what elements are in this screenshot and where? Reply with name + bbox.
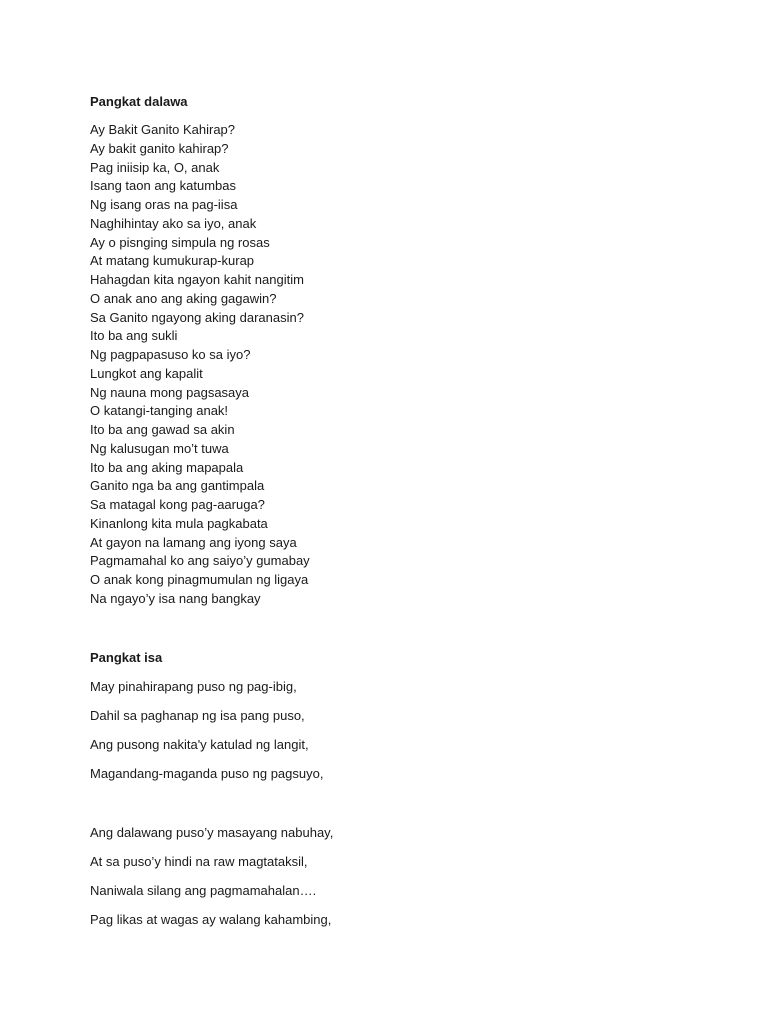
poem-line: Hahagdan kita ngayon kahit nangitim: [90, 272, 304, 287]
poem-line: Ng isang oras na pag-iisa: [90, 197, 238, 212]
poem-line: O katangi-tanging anak!: [90, 403, 229, 419]
poem-line: Sa Ganito ngayong aking daranasin?: [90, 309, 304, 325]
poem-line: At sa puso’y hindi na raw magtataksil,: [90, 854, 308, 869]
poem-line: Ng kalusugan mo’t tuwa: [90, 440, 229, 456]
poem-line: Ito ba ang aking mapapala: [90, 459, 244, 475]
poem-line: Lungkot ang kapalit: [90, 365, 203, 381]
poem-line: Pag iniisip ka, O, anak: [90, 159, 220, 175]
poem-line: Ito ba ang sukli: [90, 328, 178, 344]
poem-line: Isang taon ang katumbas: [90, 178, 236, 194]
poem-line: Ay Bakit Ganito Kahirap?: [90, 122, 236, 137]
poem-line: Ang dalawang puso’y masayang nabuhay,: [90, 825, 334, 840]
poem-pangkat-isa: [90, 672, 333, 934]
poem-line: Ay o pisnging simpula ng rosas: [90, 234, 270, 250]
poem-line: Pagmamahal ko ang saiyo’y gumabay: [90, 553, 310, 569]
poem-line: Na ngayo’y isa nang bangkay: [90, 590, 261, 606]
poem-line: Ng pagpapasuso ko sa iyo?: [90, 347, 251, 362]
poem-line: Magandang-maganda puso ng pagsuyo,: [90, 766, 324, 781]
section-heading-pangkat-isa: Pangkat isa: [90, 650, 163, 665]
poem-line: Naghihintay ako sa iyo, anak: [90, 215, 257, 231]
poem-line: Pag likas at wagas ay walang kahambing,: [90, 912, 332, 927]
poem-line: Ang pusong nakita'y katulad ng langit,: [90, 737, 309, 752]
poem-line: O anak ano ang aking gagawin?: [90, 290, 277, 306]
poem-line: Ito ba ang gawad sa akin: [90, 422, 235, 437]
poem-line: Ganito nga ba ang gantimpala: [90, 478, 265, 494]
section-heading-pangkat-dalawa: Pangkat dalawa: [90, 94, 188, 109]
poem-line: At matang kumukurap-kurap: [90, 253, 255, 269]
poem-line: O anak kong pinagmumulan ng ligaya: [90, 572, 309, 587]
poem-line: Dahil sa paghanap ng isa pang puso,: [90, 708, 305, 723]
poem-line: Ng nauna mong pagsasaya: [90, 384, 250, 400]
poem-line: Naniwala silang ang pagmamahalan….: [90, 883, 317, 898]
poem-line: Ay bakit ganito kahirap?: [90, 140, 229, 156]
poem-line: Sa matagal kong pag-aaruga?: [90, 497, 265, 512]
poem-line: Kinanlong kita mula pagkabata: [90, 515, 268, 531]
poem-line: May pinahirapang puso ng pag-ibig,: [90, 679, 297, 694]
poem-line: At gayon na lamang ang iyong saya: [90, 534, 297, 550]
poem-pangkat-dalawa: [90, 121, 310, 609]
